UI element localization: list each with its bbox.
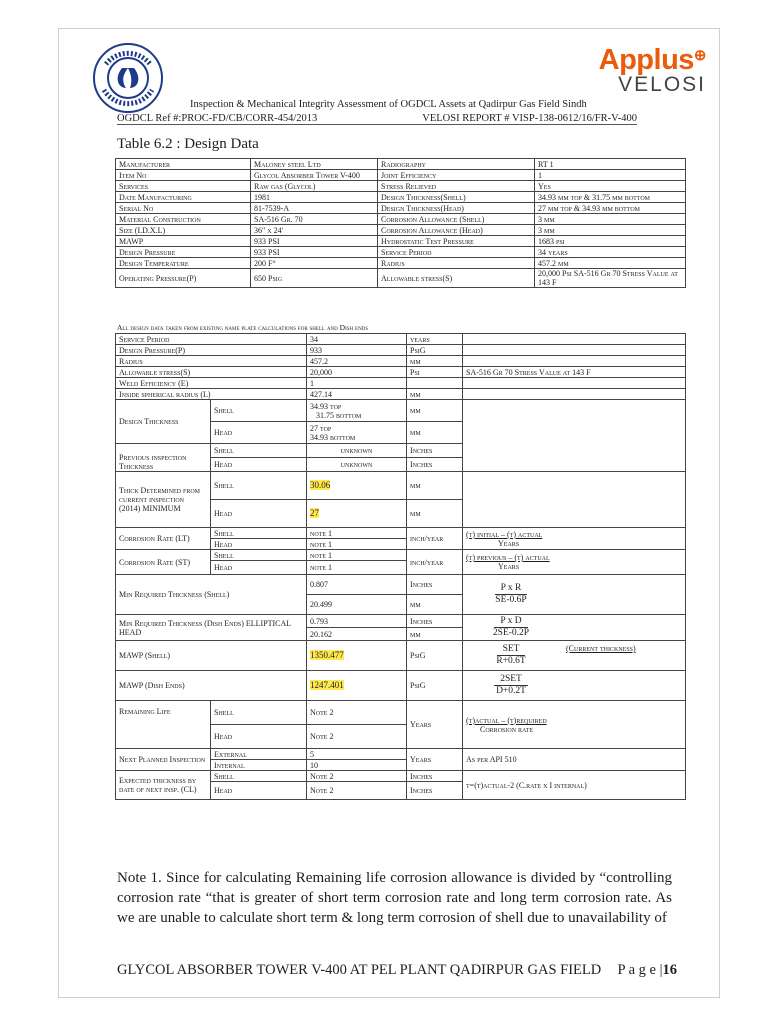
table-row [116,367,686,378]
table-row [116,192,686,203]
ref-left: OGDCL Ref #:PROC-FD/CB/CORR-454/2013 [117,113,318,124]
table-row [116,159,686,170]
cell: SA-516 Gr 70 Stress Value at 143 F [463,367,686,378]
table-row [116,615,686,628]
formula-denominator: Years [498,538,520,548]
table-row [116,528,686,539]
api-reference: As per API 510 [463,749,686,771]
table-row [116,269,686,288]
table-row [116,389,686,400]
shell-label: Shell [211,472,307,500]
calculation-table [115,333,686,800]
table-row [116,345,686,356]
document-subtitle: Inspection & Mechanical Integrity Assessment of OGDCL Assets at Qadirpur Gas Field Sindh [190,99,587,110]
cell: 650 Psig [251,269,378,288]
cell: Raw gas (Glycol) [251,181,378,192]
formula-numerator: P x D [494,616,527,628]
page-footer [117,962,677,979]
head-label: Head [211,539,307,550]
shell-label: Shell [211,444,307,458]
design-data-table [115,158,686,288]
dt-shell-bottom: 31.75 bottom [316,410,362,420]
dt-head-bottom: 34.93 bottom [310,432,356,442]
cell: Operating Pressure(P) [116,269,251,288]
head-label: Head [211,500,307,528]
unit: PsiG [407,641,463,671]
table-row [116,225,686,236]
cell: 933 PSI [251,236,378,247]
cell: SA-516 Gr. 70 [251,214,378,225]
page-label: P a g e [617,962,656,978]
formula-denominator: Years [498,562,520,571]
thick-head-value: 27 [310,508,320,518]
thick-shell-cell [307,472,407,500]
shell-label: Shell [211,528,307,539]
formula-denominator: D+0.2T [496,686,526,696]
head-label: Head [211,422,307,444]
cell: Date Manufacturing [116,192,251,203]
cell: Design Pressure [116,247,251,258]
unit: Inches [407,615,463,628]
head-label: Head [211,458,307,472]
cell: Weld Efficiency (E) [116,378,307,389]
cell: Radiography [378,159,535,170]
cell: Internal [211,760,307,771]
cell: Service Period [116,334,307,345]
cell: 34 years [535,247,686,258]
note-paragraph: Note 1. Since for calculating Remaining life corrosion allowance is divided by “controlling corrosion rate “that is greater of short term corrosion rate and long term corrosion rate. As we are unable to calculate short term & long term corrosion of shell due to unavailability of [117,870,672,926]
cell: note 1 [307,561,407,575]
cell: Maloney steel Ltd [251,159,378,170]
cell: Stress Relieved [378,181,535,192]
table-row [116,203,686,214]
formula-denominator: SE-0.6P [495,595,527,605]
table-row [116,181,686,192]
cell: Design Thickness(Shell) [378,192,535,203]
unit: PsiG [407,671,463,701]
unit: Inches [407,782,463,800]
cell: 10 [307,760,407,771]
table-row [116,550,686,561]
brand-sub: VELOSI [618,73,706,96]
prev-thickness-label: Previous inspection Thickness [116,444,211,472]
formula-numerator: SET [497,644,526,656]
table-title: Table 6.2 : Design Data [117,136,259,152]
cell: Corrosion Allowance (Head) [378,225,535,236]
cell: Material Construction [116,214,251,225]
cell: 200 F° [251,258,378,269]
table-row [116,356,686,367]
cell: 933 [307,345,407,356]
table-row [116,334,686,345]
mawp-dish-formula [463,671,686,701]
ref-right: VELOSI REPORT # VISP-138-0612/16/FR-V-400 [422,113,637,124]
head-label: Head [211,782,307,800]
cell: years [407,334,463,345]
cell: 0.793 [307,615,407,628]
footer-title: GLYCOL ABSORBER TOWER V-400 AT PEL PLANT QADIRPUR GAS FIELD [117,962,602,978]
shell-label: Shell [211,400,307,422]
formula-numerator: (t) initial – (t) actual [466,529,543,539]
cell: mm [407,389,463,400]
dt-shell [307,400,407,422]
cell: Radius [378,258,535,269]
cell: Design Pressure(P) [116,345,307,356]
min-shell-label: Min Required Thickness (Shell) [116,575,307,615]
cell: 0.807 [307,575,407,595]
min-shell-formula [463,575,686,615]
cr-st-formula [463,550,686,575]
page-num: 16 [662,962,677,978]
brand-plus-icon: ⊕ [693,47,706,64]
dt-shell-top: 34.93 top [310,401,342,411]
cr-st-label: Corrosion Rate (ST) [116,550,211,575]
reference-line [117,113,637,125]
formula-denominator: Corrosion rate [480,724,534,734]
cell: Design Thickness(Head) [378,203,535,214]
cell: Item No [116,170,251,181]
formula-denominator: R+0.6T [496,656,526,666]
formula-numerator: 2SET [494,674,528,686]
table-row [116,575,686,595]
cell: Allowable stress(S) [378,269,535,288]
expected-formula: t=(t)actual-2 (C.rate x I internal) [463,771,686,800]
dt-head-top: 27 top [310,423,332,433]
mawp-dish-label: MAWP (Dish Ends) [116,671,307,701]
cell: 427.14 [307,389,407,400]
design-data-note: All design data taken from existing name plate calculations for shell and Dish ends [117,323,369,332]
table-row [116,236,686,247]
cell: 20.162 [307,628,407,641]
ogdcl-logo [92,42,164,114]
unit: mm [407,472,463,500]
cell: Yes [535,181,686,192]
current-thickness-note: (Current thickness) [566,644,636,653]
next-inspection-label: Next Planned Inspection [116,749,211,771]
cell: note 1 [307,528,407,539]
table-row [116,472,686,500]
remaining-life-formula [463,701,686,749]
cell: 457.2 mm [535,258,686,269]
cell: Note 2 [307,725,407,749]
cell: Radius [116,356,307,367]
shell-label: Shell [211,701,307,725]
cell: Note 2 [307,782,407,800]
cell [463,345,686,356]
cell: 20,000 [307,367,407,378]
min-dish-label: Min Required Thickness (Dish Ends) ELLIPTICAL HEAD [116,615,307,641]
applus-velosi-logo [599,44,706,97]
cell [407,378,463,389]
unit: Inches [407,458,463,472]
cell [463,356,686,367]
brand-name: Applus [598,44,694,76]
mawp-dish-cell [307,671,407,701]
unit: mm [407,400,463,422]
cell: 20.499 [307,595,407,615]
mawp-dish-value: 1247.401 [310,680,344,690]
thick-shell-value: 30.06 [310,480,331,490]
formula-denominator: 2SE-0.2P [492,628,530,638]
unit: mm [407,595,463,615]
table-row [116,258,686,269]
mawp-shell-label: MAWP (Shell) [116,641,307,671]
head-label: Head [211,725,307,749]
unit: Inches [407,771,463,782]
cell: unknown [307,458,407,472]
cell: Manufacturer [116,159,251,170]
cell: 1 [535,170,686,181]
cell [463,400,686,472]
cell: 3 mm [535,225,686,236]
remaining-life-label: Remaining Life [116,701,211,749]
thick-determined-label: Thick Determined from current inspection (2014) MINIMUM [116,472,211,528]
cell: Psi [407,367,463,378]
cell: Service Period [378,247,535,258]
cell: MAWP [116,236,251,247]
shell-label: Shell [211,771,307,782]
mawp-shell-formula [463,641,686,671]
table-row [116,214,686,225]
cell: note 1 [307,539,407,550]
unit: Inches [407,444,463,458]
cell: 5 [307,749,407,760]
min-dish-formula [463,615,686,641]
cr-lt-label: Corrosion Rate (LT) [116,528,211,550]
cell: 457.2 [307,356,407,367]
cell: RT 1 [535,159,686,170]
cell: 81-7539-A [251,203,378,214]
unit: Years [407,749,463,771]
cell: Note 2 [307,771,407,782]
mawp-shell-value: 1350.477 [310,650,344,660]
thick-head-cell [307,500,407,528]
cell: 20,000 Psi SA-516 Gr 70 Stress Value at 143 F [535,269,686,288]
formula-numerator: P x R [495,583,528,595]
cell: Services [116,181,251,192]
cell: mm [407,356,463,367]
cell: Serial No [116,203,251,214]
formula-numerator: (t)actual – (t)required [466,715,547,725]
table-row [116,749,686,760]
cell: Size (I.D.X.L) [116,225,251,236]
cell: 933 PSI [251,247,378,258]
cell [463,389,686,400]
cell: 3 mm [535,214,686,225]
expected-thickness-label: Expected thickness by date of next insp. (CL) [116,771,211,800]
cell: Glycol Absorber Tower V-400 [251,170,378,181]
unit: mm [407,500,463,528]
table-row [116,400,686,422]
table-row [116,771,686,782]
table-row [116,641,686,671]
cell: 34 [307,334,407,345]
design-thickness-label: Design Thickness [116,400,211,444]
cell: External [211,749,307,760]
cell: 36" x 24' [251,225,378,236]
cell: 34.93 mm top & 31.75 mm bottom [535,192,686,203]
shell-label: Shell [211,550,307,561]
cell: Hydrostatic Test Pressure [378,236,535,247]
cell [463,378,686,389]
cell [463,472,686,528]
cell: 1 [307,378,407,389]
formula-numerator: (t) previous – (t) actual [466,553,550,562]
head-label: Head [211,561,307,575]
cell: Allowable stress(S) [116,367,307,378]
cell: Joint Efficiency [378,170,535,181]
unit: Inches [407,575,463,595]
unit: inch/year [407,528,463,550]
cell: Inside spherical radius (L) [116,389,307,400]
table-row [116,671,686,701]
unit: Years [407,701,463,749]
table-row [116,170,686,181]
cell [463,334,686,345]
unit: mm [407,422,463,444]
dt-head [307,422,407,444]
table-row [116,247,686,258]
unit: mm [407,628,463,641]
cr-lt-formula [463,528,686,550]
page-number: P a g e |16 [617,962,677,978]
cell: Corrosion Allowance (Shell) [378,214,535,225]
cell: 1981 [251,192,378,203]
cell: Note 2 [307,701,407,725]
table-row [116,701,686,725]
cell: unknown [307,444,407,458]
cell: PsiG [407,345,463,356]
table-row [116,378,686,389]
cell: note 1 [307,550,407,561]
cell: 27 mm top & 34.93 mm bottom [535,203,686,214]
cell: 1683 psi [535,236,686,247]
mawp-shell-cell [307,641,407,671]
cell: Design Temperature [116,258,251,269]
unit: inch/year [407,550,463,575]
